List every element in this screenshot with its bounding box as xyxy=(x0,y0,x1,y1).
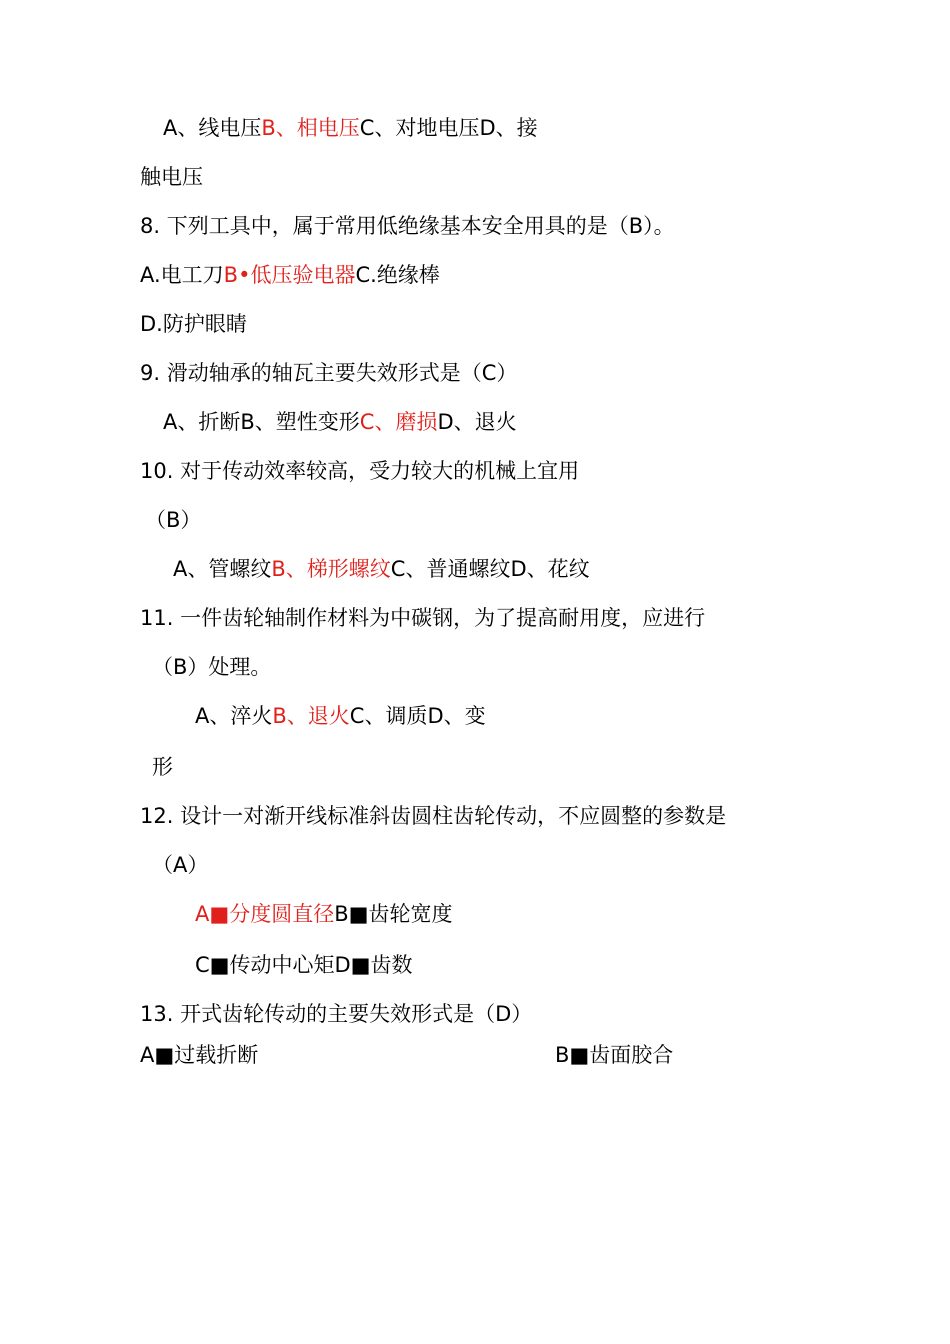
q11-stem: 11. 一件齿轮轴制作材料为中碳钢，为了提高耐用度，应进行 xyxy=(140,606,706,630)
q7-options-line xyxy=(163,114,538,142)
q9-option-b: B、塑性变形 xyxy=(240,410,360,434)
q7-option-d: D、接 xyxy=(479,116,538,140)
q8-stem: 8. 下列工具中，属于常用低绝缘基本安全用具的是（B）。 xyxy=(140,214,675,238)
q9-stem: 9. 滑动轴承的轴瓦主要失效形式是（C） xyxy=(140,361,518,385)
q7-option-c: C、对地电压 xyxy=(359,116,480,140)
q8-option-a: A.电工刀 xyxy=(140,263,224,287)
q10-stem: 10. 对于传动效率较高，受力较大的机械上宜用 xyxy=(140,459,580,483)
q11-options-line xyxy=(195,702,486,730)
q11-option-a: A、淬火 xyxy=(195,704,273,728)
q7-option-b-answer: B、相电压 xyxy=(261,116,360,140)
q9-option-a: A、折断 xyxy=(163,410,241,434)
q12-option-d: D■齿数 xyxy=(334,953,413,977)
q12-options-line-1 xyxy=(195,900,452,928)
q13-stem: 13. 开式齿轮传动的主要失效形式是（D） xyxy=(140,1002,533,1026)
q7-option-d-wrap: 触电压 xyxy=(140,165,203,189)
q10-option-a: A、管螺纹 xyxy=(173,557,272,581)
q10-option-c: C、普通螺纹 xyxy=(390,557,511,581)
q12-options-line-2 xyxy=(195,951,413,979)
q10-options-line xyxy=(173,555,590,583)
q8-option-c: C.绝缘棒 xyxy=(355,263,440,287)
q11-option-d-wrap: 形 xyxy=(152,755,173,779)
q11-option-c: C、调质 xyxy=(349,704,428,728)
q10-stem-wrap: （B） xyxy=(145,508,202,532)
q12-stem-wrap: （A） xyxy=(152,853,209,877)
q9-option-d: D、退火 xyxy=(437,410,517,434)
q8-option-b-answer: B•低压验电器 xyxy=(223,263,356,287)
q12-option-a-answer: A■分度圆直径 xyxy=(195,902,335,926)
q7-option-a: A、线电压 xyxy=(163,116,262,140)
q11-option-d: D、变 xyxy=(427,704,486,728)
q12-stem: 12. 设计一对渐开线标准斜齿圆柱齿轮传动，不应圆整的参数是 xyxy=(140,804,727,828)
q8-option-d: D.防护眼睛 xyxy=(140,312,247,336)
q10-option-d: D、花纹 xyxy=(510,557,590,581)
q13-option-b: B■齿面胶合 xyxy=(555,1043,674,1067)
q12-option-b: B■齿轮宽度 xyxy=(334,902,453,926)
q9-option-c-answer: C、磨损 xyxy=(359,410,438,434)
q11-stem-wrap: （B）处理。 xyxy=(152,655,272,679)
q13-option-a: A■过载折断 xyxy=(140,1043,259,1067)
q9-options-line xyxy=(163,408,517,436)
q10-option-b-answer: B、梯形螺纹 xyxy=(271,557,391,581)
q12-option-c: C■传动中心矩 xyxy=(195,953,335,977)
q11-option-b-answer: B、退火 xyxy=(272,704,350,728)
q8-options-line xyxy=(140,261,440,289)
